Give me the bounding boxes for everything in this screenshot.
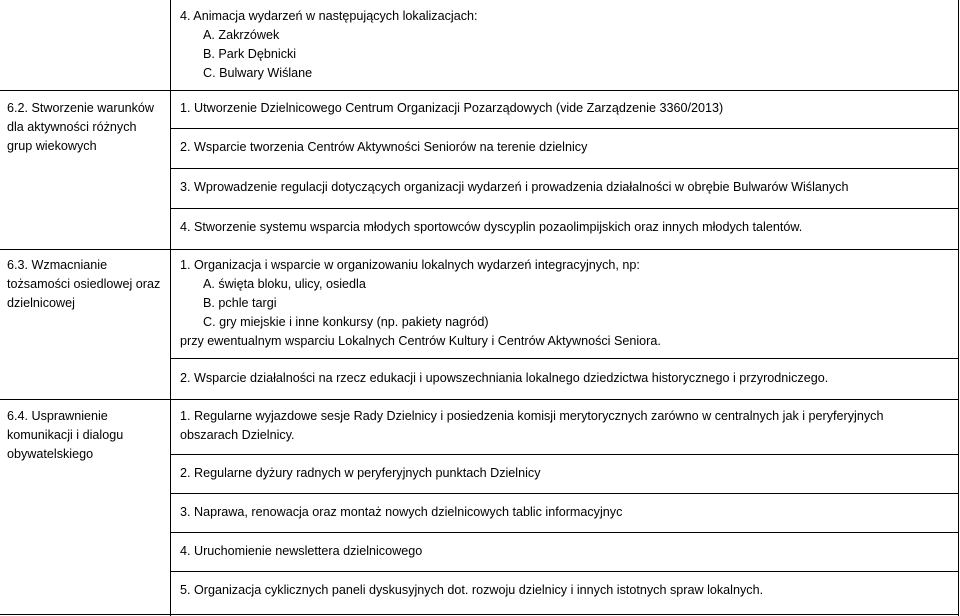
- item-line: C. gry miejskie i inne konkursy (np. pakiety nagród): [203, 315, 489, 329]
- item-line: 4. Animacja wydarzeń w następujących lokalizacjach:: [180, 9, 478, 23]
- item-separator: [170, 208, 959, 209]
- list-item: 2. Wsparcie tworzenia Centrów Aktywności Seniorów na terenie dzielnicy: [180, 140, 588, 154]
- item-separator: [170, 454, 959, 455]
- item-line: A. święta bloku, ulicy, osiedla: [203, 277, 366, 291]
- list-item: [180, 407, 883, 445]
- list-item: 4. Stworzenie systemu wsparcia młodych sportowców dyscyplin pozaolimpijskich oraz innych młodych talentów.: [180, 220, 803, 234]
- row-border: [0, 399, 959, 400]
- item-line: B. pchle targi: [203, 296, 277, 310]
- list-item: 5. Organizacja cyklicznych paneli dyskusyjnych dot. rozwoju dzielnicy i innych istotnych spraw lokalnych.: [180, 583, 764, 597]
- item-separator: [170, 358, 959, 359]
- row-border: [0, 249, 959, 250]
- list-item: 3. Naprawa, renowacja oraz montaż nowych dzielnicowych tablic informacyjnyc: [180, 505, 623, 519]
- list-item: [180, 7, 478, 83]
- item-line: 1. Regularne wyjazdowe sesje Rady Dzielnicy i posiedzenia komisji merytorycznych zarówno w centralnych jak i peryferyjnych: [180, 409, 884, 423]
- column-divider: [170, 0, 171, 616]
- list-item: 2. Wsparcie działalności na rzecz edukacji i upowszechniania lokalnego dziedzictwa historycznego i przyrodniczego.: [180, 371, 829, 385]
- list-item: 1. Utworzenie Dzielnicowego Centrum Organizacji Pozarządowych (vide Zarządzenie 3360/2013): [180, 101, 724, 115]
- item-line: A. Zakrzówek: [203, 28, 280, 42]
- item-line: obszarach Dzielnicy.: [180, 428, 295, 442]
- item-separator: [170, 168, 959, 169]
- item-separator: [170, 128, 959, 129]
- section-label: 6.3. Wzmacnianie tożsamości osiedlowej oraz dzielnicowej: [7, 258, 161, 310]
- item-separator: [170, 493, 959, 494]
- section-label: 6.4. Usprawnienie komunikacji i dialogu obywatelskiego: [7, 409, 124, 461]
- table-bottom-border: [0, 614, 959, 615]
- item-line: przy ewentualnym wsparciu Lokalnych Centrów Kultury i Centrów Aktywności Seniora.: [180, 334, 661, 348]
- section-label: 6.2. Stworzenie warunków dla aktywności różnych grup wiekowych: [7, 101, 154, 153]
- item-separator: [170, 532, 959, 533]
- row-border: [0, 90, 959, 91]
- list-item: 2. Regularne dyżury radnych w peryferyjnych punktach Dzielnicy: [180, 466, 541, 480]
- list-item: 4. Uruchomienie newslettera dzielnicowego: [180, 544, 423, 558]
- item-line: B. Park Dębnicki: [203, 47, 297, 61]
- item-separator: [170, 571, 959, 572]
- item-line: 1. Organizacja i wsparcie w organizowaniu lokalnych wydarzeń integracyjnych, np:: [180, 258, 640, 272]
- table-right-border: [958, 0, 959, 616]
- list-item: 3. Wprowadzenie regulacji dotyczących organizacji wydarzeń i prowadzenia działalności w obrębie Bulwarów Wiślanych: [180, 180, 849, 194]
- item-line: C. Bulwary Wiślane: [203, 66, 313, 80]
- list-item: [180, 256, 661, 351]
